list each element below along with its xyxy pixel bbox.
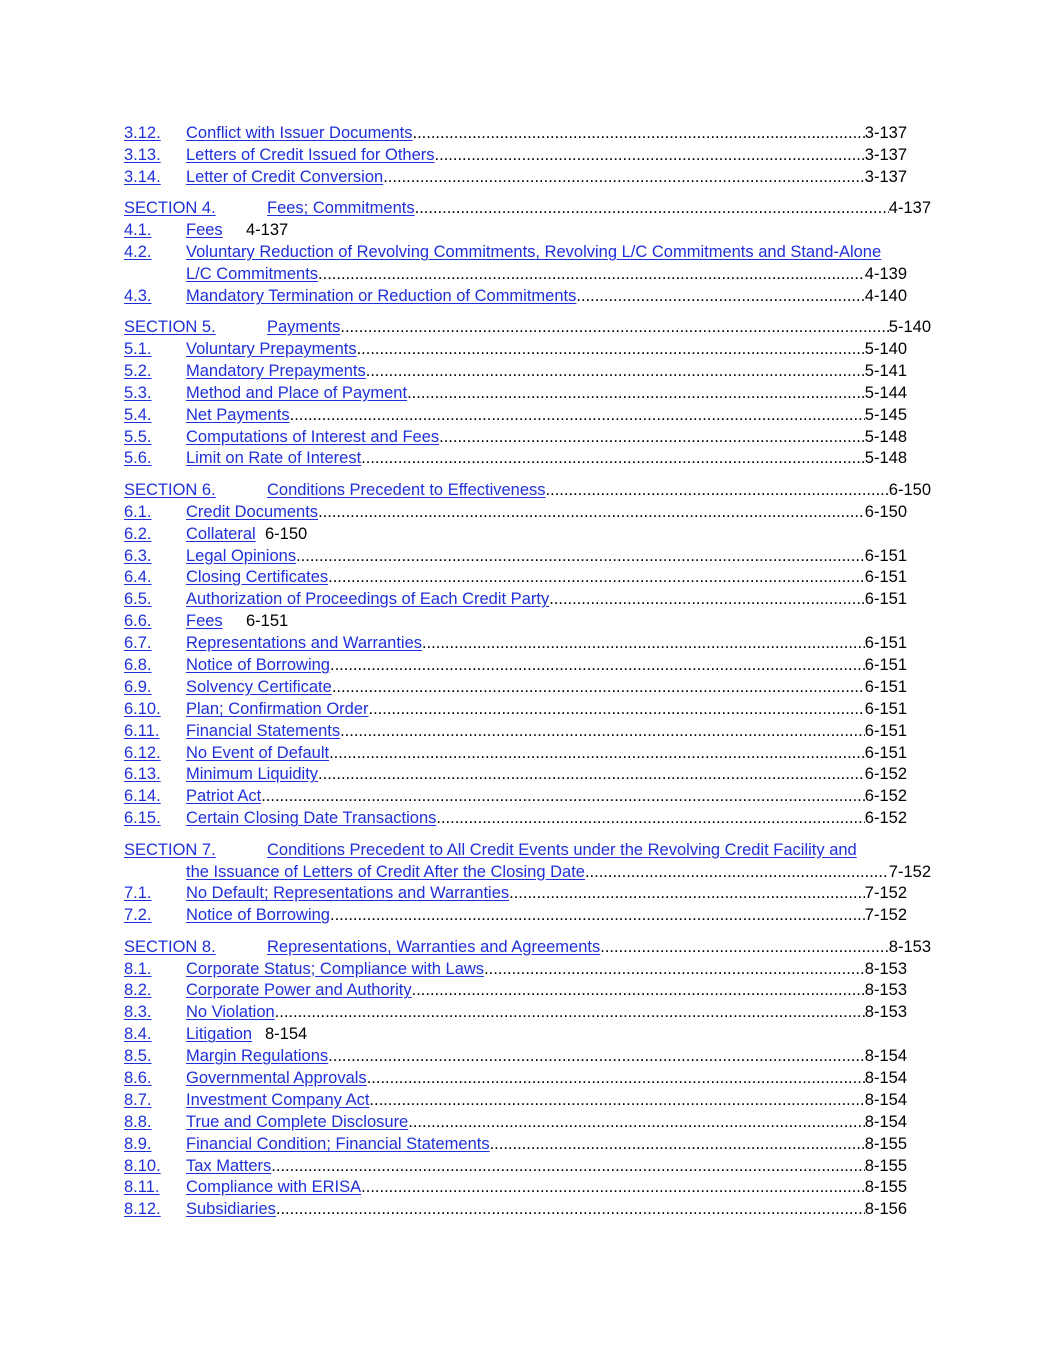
toc-entry — [0, 1090, 1055, 1112]
leader-dots — [271, 1156, 865, 1178]
toc-page-number: 6-151 — [864, 743, 907, 762]
leader-dots — [318, 264, 865, 286]
toc-entry — [0, 448, 1055, 470]
leader-dots — [357, 339, 865, 361]
leader-dots — [329, 743, 865, 765]
toc-num-link[interactable]: 8.9. — [124, 1134, 152, 1153]
toc-num-link[interactable]: 6.2. — [124, 524, 152, 543]
leader-dots — [361, 1177, 865, 1199]
toc-entry — [0, 1024, 1055, 1046]
leader-dots — [276, 1199, 865, 1221]
toc-page-number: 4-137 — [246, 221, 289, 240]
toc-entry-3-14 — [0, 167, 1055, 189]
toc-page-number: 5-145 — [864, 405, 907, 424]
toc-page-number: 8-156 — [864, 1200, 907, 1219]
toc-title-link[interactable]: Subsidiaries — [186, 1200, 276, 1219]
toc-title-link[interactable]: Net Payments — [186, 405, 290, 424]
toc-page-number: 3-137 — [864, 167, 907, 186]
toc-title-link[interactable]: Margin Regulations — [186, 1047, 329, 1066]
leader-dots — [415, 198, 889, 220]
toc-title-link[interactable]: L/C Commitments — [186, 264, 319, 283]
toc-entry — [0, 1068, 1055, 1090]
toc-page-number: 6-151 — [864, 634, 907, 653]
toc-title-link[interactable]: No Event of Default — [186, 743, 330, 762]
toc-title-link[interactable]: Solvency Certificate — [186, 677, 332, 696]
section-title-link[interactable]: Conditions Precedent to All Credit Events under the Revolving Credit Facility and — [267, 840, 857, 859]
toc-entry — [0, 589, 1055, 611]
toc-entry — [0, 1002, 1055, 1024]
toc-section-4 — [0, 198, 1055, 220]
leader-dots — [509, 883, 865, 905]
leader-dots — [412, 980, 865, 1002]
toc-num-link[interactable]: 6.14. — [124, 787, 161, 806]
leader-dots — [435, 145, 865, 167]
toc-page-number: 6-152 — [864, 809, 907, 828]
toc-page-number: 8-155 — [864, 1156, 907, 1175]
toc-num-link[interactable]: 4.1. — [124, 221, 152, 240]
toc-entry — [0, 427, 1055, 449]
toc-title-link[interactable]: Mandatory Termination or Reduction of Commitments — [186, 286, 577, 305]
toc-title-link[interactable]: Fees — [186, 612, 223, 631]
toc-num-link[interactable]: 8.7. — [124, 1090, 152, 1109]
toc-title-link[interactable]: Tax Matters — [186, 1156, 272, 1175]
toc-page-number: 4-139 — [864, 264, 907, 283]
toc-num-link[interactable]: 7.1. — [124, 884, 152, 903]
section-title-link[interactable]: Fees; Commitments — [267, 199, 415, 218]
toc-entry — [0, 1156, 1055, 1178]
toc-title-link[interactable]: Litigation — [186, 1025, 253, 1044]
leader-dots — [318, 764, 865, 786]
toc-title-link[interactable]: Voluntary Prepayments — [186, 340, 357, 359]
table-of-contents — [0, 123, 1055, 1221]
toc-title-link[interactable]: Letter of Credit Conversion — [186, 167, 384, 186]
toc-section-6 — [0, 480, 1055, 502]
toc-title-link[interactable]: No Violation — [186, 1003, 275, 1022]
toc-page-number: 6-150 — [864, 502, 907, 521]
toc-page-number: 6-151 — [864, 590, 907, 609]
leader-dots — [439, 427, 865, 449]
leader-dots — [408, 1112, 865, 1134]
toc-page-number: 3-137 — [864, 124, 907, 142]
toc-num-link[interactable]: 8.11. — [124, 1178, 160, 1197]
toc-page-number: 8-153 — [864, 1003, 907, 1022]
toc-num-link[interactable]: 8.2. — [124, 981, 152, 1000]
leader-dots — [332, 677, 865, 699]
toc-entry — [0, 677, 1055, 699]
toc-entry — [0, 339, 1055, 361]
leader-dots — [318, 502, 865, 524]
section-title-link[interactable]: Representations, Warranties and Agreements — [267, 937, 601, 956]
toc-entry-4-1 — [0, 220, 1055, 242]
toc-title-link[interactable]: True and Complete Disclosure — [186, 1112, 409, 1131]
toc-page-number: 6-151 — [246, 612, 289, 631]
toc-entry — [0, 1112, 1055, 1134]
leader-dots — [330, 655, 865, 677]
toc-entry — [0, 743, 1055, 765]
toc-title-link[interactable]: Certain Closing Date Transactions — [186, 809, 437, 828]
toc-title-link[interactable]: Voluntary Reduction of Revolving Commitments, Revolving L/C Commitments and Stand-Alone — [186, 242, 882, 261]
toc-title-link[interactable]: Patriot Act — [186, 787, 262, 806]
section-title-link[interactable]: the Issuance of Letters of Credit After the Closing Date — [186, 862, 585, 881]
leader-dots — [369, 699, 865, 721]
toc-title-link[interactable]: Collateral — [186, 524, 256, 543]
section-title-link[interactable]: Conditions Precedent to Effectiveness — [267, 480, 546, 499]
toc-entry — [0, 1134, 1055, 1156]
toc-num-link[interactable]: 5.4. — [124, 405, 152, 424]
toc-entry — [0, 699, 1055, 721]
toc-num-link[interactable]: 4.3. — [124, 286, 152, 305]
leader-dots — [367, 1068, 865, 1090]
toc-entry — [0, 1046, 1055, 1068]
toc-section-7-cont — [0, 862, 1055, 884]
toc-page-number: 6-151 — [864, 568, 907, 587]
leader-dots — [366, 361, 865, 383]
toc-title-link[interactable]: Closing Certificates — [186, 568, 329, 587]
toc-num-link[interactable]: 6.11. — [124, 721, 160, 740]
toc-title-link[interactable]: Mandatory Prepayments — [186, 361, 366, 380]
toc-entry — [0, 1177, 1055, 1199]
toc-entry — [0, 405, 1055, 427]
toc-num-link[interactable]: 6.5. — [124, 590, 152, 609]
toc-page-number: 6-151 — [864, 721, 907, 740]
toc-section-7 — [0, 840, 1055, 862]
toc-num-link[interactable]: 5.5. — [124, 427, 152, 446]
toc-title-link[interactable]: Corporate Status; Compliance with Laws — [186, 959, 485, 978]
toc-title-link[interactable]: Authorization of Proceedings of Each Credit Party — [186, 590, 550, 609]
toc-page-number: 8-155 — [864, 1134, 907, 1153]
toc-num-link[interactable]: 8.1. — [124, 959, 152, 978]
toc-page-number: 8-155 — [864, 1178, 907, 1197]
toc-num-link[interactable]: 8.6. — [124, 1069, 152, 1088]
toc-page-number: 7-152 — [864, 906, 907, 925]
toc-title-link[interactable]: Minimum Liquidity — [186, 765, 319, 784]
toc-page-number: 6-150 — [265, 524, 308, 543]
toc-title-link[interactable]: Corporate Power and Authority — [186, 981, 412, 1000]
section-title-link[interactable]: Payments — [267, 318, 341, 337]
toc-entry — [0, 721, 1055, 743]
leader-dots — [330, 905, 865, 927]
toc-title-link[interactable]: Investment Company Act — [186, 1090, 370, 1109]
toc-num-link[interactable]: 7.2. — [124, 906, 152, 925]
toc-title-link[interactable]: Financial Statements — [186, 721, 341, 740]
toc-num-link[interactable]: 6.7. — [124, 634, 152, 653]
toc-title-link[interactable]: Computations of Interest and Fees — [186, 427, 440, 446]
toc-entry — [0, 655, 1055, 677]
toc-page-number: 6-151 — [864, 677, 907, 696]
toc-page-number: 5-144 — [864, 383, 907, 402]
leader-dots — [328, 1046, 865, 1068]
toc-entry — [0, 959, 1055, 981]
toc-num-link[interactable]: 4.2. — [124, 242, 152, 261]
toc-page-number: 5-141 — [864, 361, 907, 380]
leader-dots — [546, 480, 889, 502]
toc-page-number: 7-152 — [864, 884, 907, 903]
toc-num-link[interactable]: 6.8. — [124, 655, 152, 674]
toc-entry-3-12 — [0, 123, 1055, 145]
leader-dots — [422, 633, 865, 655]
leader-dots — [413, 123, 865, 145]
leader-dots — [549, 589, 865, 611]
toc-title-link[interactable]: Fees — [186, 221, 223, 240]
toc-page-number: 5-148 — [864, 427, 907, 446]
toc-num-link[interactable]: 6.4. — [124, 568, 152, 587]
toc-page-number: 3-137 — [864, 145, 907, 164]
toc-num-link[interactable]: 6.13. — [124, 765, 161, 784]
toc-page-number: 6-151 — [864, 655, 907, 674]
toc-title-link[interactable]: Financial Condition; Financial Statements — [186, 1134, 490, 1153]
toc-num-link[interactable]: 8.8. — [124, 1112, 152, 1131]
toc-num-link[interactable]: 6.15. — [124, 809, 161, 828]
toc-entry-3-13 — [0, 145, 1055, 167]
toc-page-number: 6-152 — [864, 765, 907, 784]
leader-dots — [600, 937, 889, 959]
leader-dots — [585, 862, 889, 884]
toc-num-link[interactable]: 8.12. — [124, 1200, 161, 1219]
toc-num-link[interactable]: 6.9. — [124, 677, 152, 696]
toc-page-number: 8-154 — [864, 1112, 907, 1131]
toc-page-number: 8-154 — [864, 1090, 907, 1109]
toc-page-number: 4-137 — [888, 199, 931, 218]
toc-entry — [0, 808, 1055, 830]
section-label-link[interactable]: SECTION 4. — [124, 199, 216, 218]
leader-dots — [296, 546, 865, 568]
toc-entry — [0, 502, 1055, 524]
toc-entry — [0, 1199, 1055, 1221]
toc-page-number: 8-154 — [864, 1047, 907, 1066]
toc-section-8 — [0, 937, 1055, 959]
toc-title-link[interactable]: Letters of Credit Issued for Others — [186, 145, 435, 164]
toc-title-link[interactable]: Notice of Borrowing — [186, 655, 330, 674]
toc-num-link[interactable]: 5.3. — [124, 383, 152, 402]
toc-title-link[interactable]: Conflict with Issuer Documents — [186, 124, 413, 142]
section-label-link[interactable]: SECTION 8. — [124, 937, 216, 956]
toc-num-link[interactable]: 3.13. — [124, 145, 161, 164]
toc-page-number: 8-154 — [265, 1025, 308, 1044]
leader-dots — [290, 405, 865, 427]
toc-page-number: 6-151 — [864, 546, 907, 565]
toc-page-number: 8-154 — [864, 1069, 907, 1088]
toc-num-link[interactable]: 6.1. — [124, 502, 152, 521]
toc-entry — [0, 980, 1055, 1002]
toc-num-link[interactable]: 5.2. — [124, 361, 152, 380]
toc-entry — [0, 905, 1055, 927]
toc-num-link[interactable]: 6.3. — [124, 546, 152, 565]
toc-num-link[interactable]: 3.12. — [124, 124, 161, 142]
toc-entry — [0, 383, 1055, 405]
toc-title-link[interactable]: Limit on Rate of Interest — [186, 449, 362, 468]
toc-title-link[interactable]: Method and Place of Payment — [186, 383, 408, 402]
toc-entry-4-2 — [0, 242, 1055, 264]
toc-num-link[interactable]: 8.3. — [124, 1003, 152, 1022]
toc-page-number: 6-151 — [864, 699, 907, 718]
toc-page-number: 6-150 — [888, 480, 931, 499]
leader-dots — [340, 721, 865, 743]
leader-dots — [407, 383, 865, 405]
toc-entry — [0, 546, 1055, 568]
leader-dots — [484, 959, 865, 981]
toc-title-link[interactable]: Governmental Approvals — [186, 1069, 367, 1088]
toc-page-number: 5-148 — [864, 449, 907, 468]
toc-page-number: 7-152 — [888, 862, 931, 881]
leader-dots — [383, 167, 865, 189]
toc-num-link[interactable]: 8.10. — [124, 1156, 161, 1175]
toc-entry — [0, 567, 1055, 589]
toc-entry — [0, 786, 1055, 808]
toc-num-link[interactable]: 5.1. — [124, 340, 152, 359]
toc-num-link[interactable]: 8.5. — [124, 1047, 152, 1066]
toc-title-link[interactable]: No Default; Representations and Warranties — [186, 884, 510, 903]
toc-page-number: 4-140 — [864, 286, 907, 305]
toc-title-link[interactable]: Representations and Warranties — [186, 634, 423, 653]
toc-num-link[interactable]: 6.10. — [124, 699, 161, 718]
toc-title-link[interactable]: Credit Documents — [186, 502, 319, 521]
toc-num-link[interactable]: 8.4. — [124, 1025, 152, 1044]
toc-page-number: 6-152 — [864, 787, 907, 806]
section-label-link[interactable]: SECTION 5. — [124, 318, 216, 337]
toc-page-number: 5-140 — [864, 340, 907, 359]
toc-entry — [0, 361, 1055, 383]
toc-title-link[interactable]: Notice of Borrowing — [186, 906, 330, 925]
toc-num-link[interactable]: 3.14. — [124, 167, 161, 186]
toc-page-number: 8-153 — [864, 959, 907, 978]
toc-entry — [0, 764, 1055, 786]
toc-num-link[interactable]: 6.12. — [124, 743, 161, 762]
toc-title-link[interactable]: Legal Opinions — [186, 546, 297, 565]
leader-dots — [328, 567, 865, 589]
leader-dots — [576, 286, 864, 308]
toc-title-link[interactable]: Plan; Confirmation Order — [186, 699, 369, 718]
toc-entry — [0, 611, 1055, 633]
toc-entry — [0, 883, 1055, 905]
leader-dots — [275, 1002, 865, 1024]
toc-entry-4-3 — [0, 286, 1055, 308]
toc-section-5 — [0, 317, 1055, 339]
leader-dots — [361, 448, 865, 470]
section-label-link[interactable]: SECTION 6. — [124, 480, 216, 499]
leader-dots — [261, 786, 865, 808]
toc-entry — [0, 524, 1055, 546]
toc-page-number: 8-153 — [888, 937, 931, 956]
toc-page-number: 8-153 — [864, 981, 907, 1000]
toc-entry — [0, 633, 1055, 655]
toc-page-number: 5-140 — [888, 318, 931, 337]
leader-dots — [369, 1090, 864, 1112]
leader-dots — [340, 317, 888, 339]
toc-num-link[interactable]: 6.6. — [124, 612, 152, 631]
leader-dots — [490, 1134, 865, 1156]
toc-num-link[interactable]: 5.6. — [124, 449, 152, 468]
leader-dots — [436, 808, 864, 830]
toc-title-link[interactable]: Compliance with ERISA — [186, 1178, 362, 1197]
toc-entry-4-2-cont — [0, 264, 1055, 286]
section-label-link[interactable]: SECTION 7. — [124, 840, 216, 859]
